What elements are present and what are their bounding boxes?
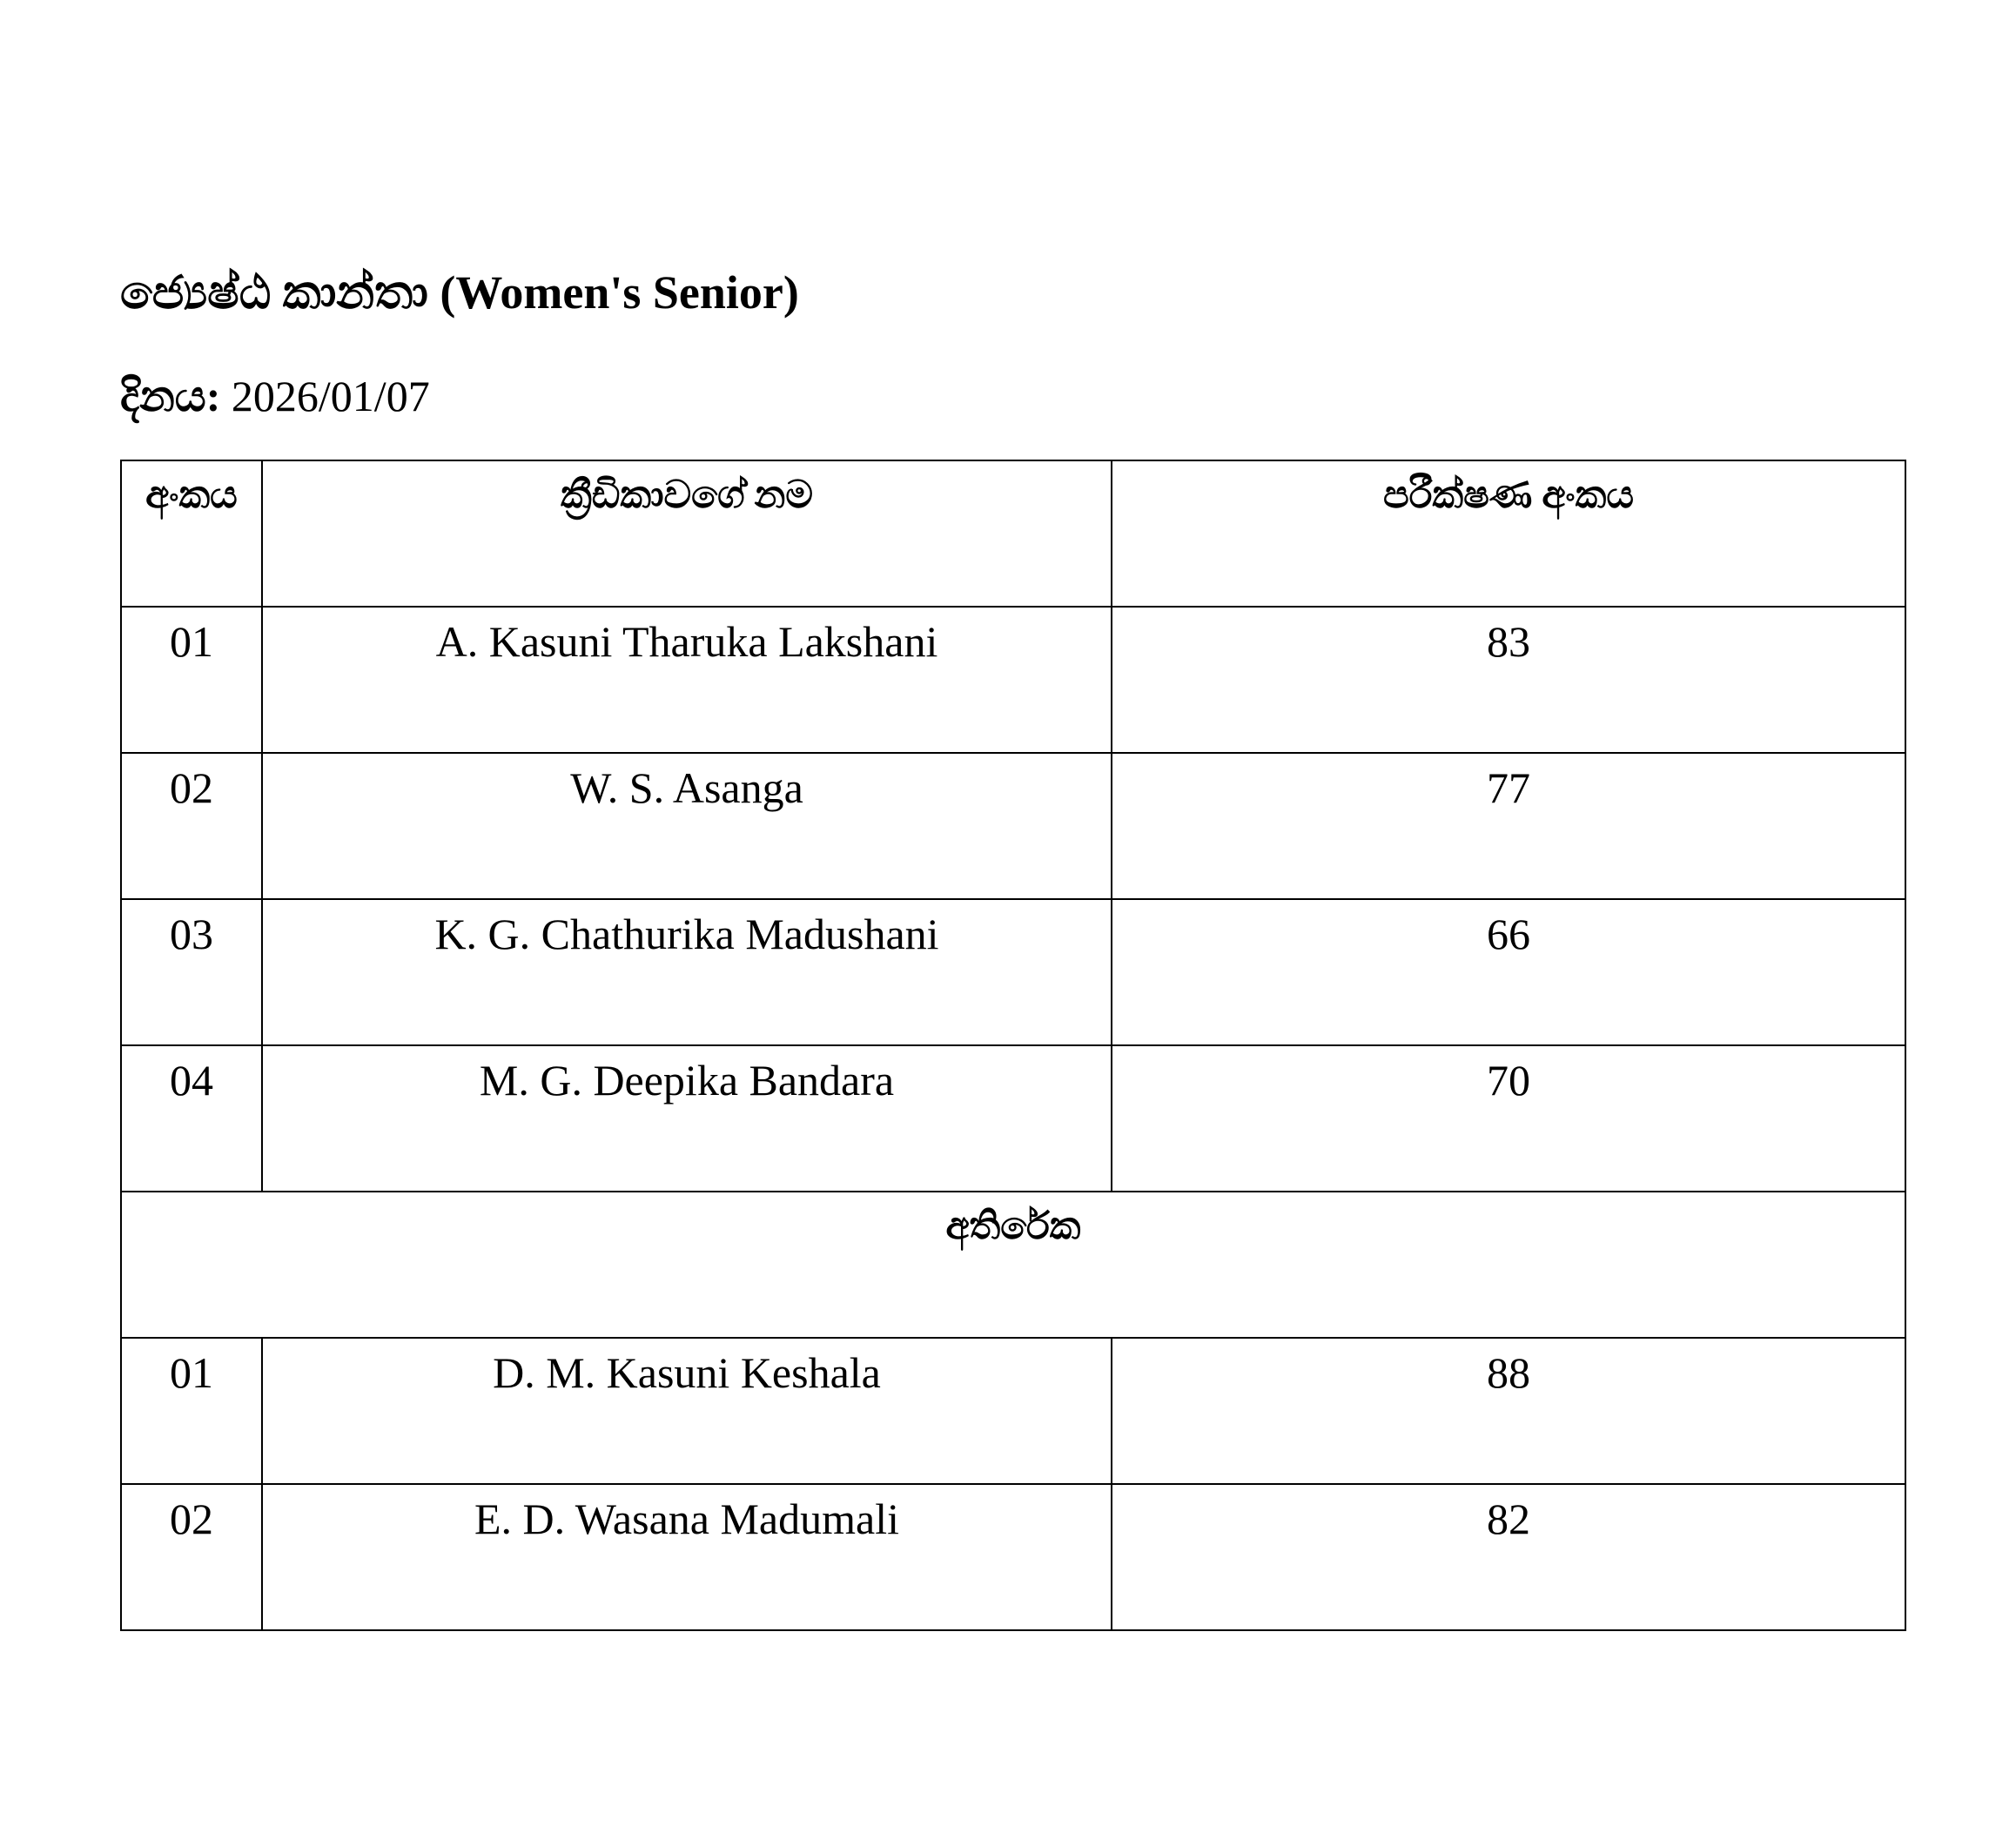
date-value: 2026/01/07 [231, 372, 430, 420]
row-number: 02 [121, 1484, 262, 1630]
row-athlete-name: W. S. Asanga [262, 753, 1112, 899]
date-label: දිනය: [120, 372, 221, 420]
row-number: 01 [121, 607, 262, 753]
page-title: ජ්‍යෙෂ්ඨ කාන්තා (Women's Senior) [120, 266, 799, 319]
header-athlete-name: ක්‍රීඩිකාවගේ නම [262, 460, 1112, 607]
row-number: 04 [121, 1045, 262, 1192]
table-row [121, 899, 1905, 1045]
row-score: 83 [1112, 607, 1905, 753]
header-number: අංකය [121, 460, 262, 607]
table-row [121, 1338, 1905, 1484]
row-number: 01 [121, 1338, 262, 1484]
row-number: 03 [121, 899, 262, 1045]
row-athlete-name: M. G. Deepika Bandara [262, 1045, 1112, 1192]
table-row [121, 1045, 1905, 1192]
row-score: 88 [1112, 1338, 1905, 1484]
row-number: 02 [121, 753, 262, 899]
table-row [121, 607, 1905, 753]
row-score: 82 [1112, 1484, 1905, 1630]
header-test-score: පරීක්ෂණ අංකය [1112, 460, 1905, 607]
row-athlete-name: K. G. Chathurika Madushani [262, 899, 1112, 1045]
results-table [120, 460, 1906, 1631]
reserve-heading-row [121, 1192, 1905, 1338]
table-header-row [121, 460, 1905, 607]
date-line [120, 366, 430, 426]
row-score: 77 [1112, 753, 1905, 899]
row-athlete-name: A. Kasuni Tharuka Lakshani [262, 607, 1112, 753]
row-athlete-name: D. M. Kasuni Keshala [262, 1338, 1112, 1484]
table-row [121, 753, 1905, 899]
row-athlete-name: E. D. Wasana Madumali [262, 1484, 1112, 1630]
reserve-heading: අතිරේක [121, 1192, 1905, 1338]
table-row [121, 1484, 1905, 1630]
row-score: 66 [1112, 899, 1905, 1045]
row-score: 70 [1112, 1045, 1905, 1192]
